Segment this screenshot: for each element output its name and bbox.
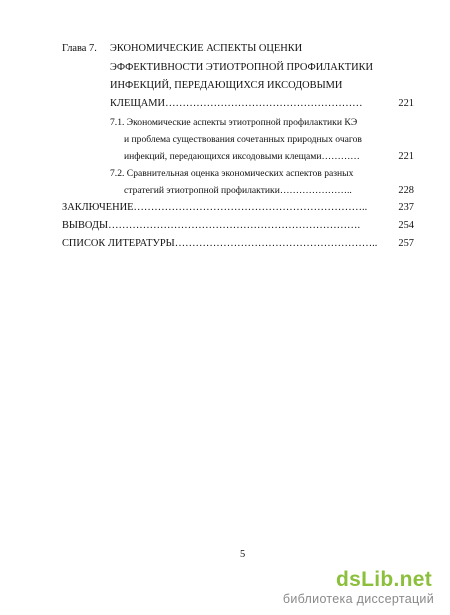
section-7-2-page-number: 228 xyxy=(398,185,414,196)
section-7-1-last-line xyxy=(124,150,360,163)
references-page-number: 257 xyxy=(398,238,414,249)
chapter-page-number: 221 xyxy=(398,98,414,109)
findings-entry xyxy=(62,219,360,232)
section-7-2-leader-dots: ………………….. xyxy=(279,185,352,196)
section-7-2-last-line xyxy=(124,184,352,197)
findings-page-number: 254 xyxy=(398,220,414,231)
section-7-1-page-number: 221 xyxy=(398,151,414,162)
references-label: СПИСОК ЛИТЕРАТУРЫ xyxy=(62,238,175,249)
chapter-title-last-line xyxy=(110,97,362,110)
chapter-leader-dots: ………………………………………………… xyxy=(165,98,363,109)
chapter-title-line-2: ЭФФЕКТИВНОСТИ ЭТИОТРОПНОЙ ПРОФИЛАКТИКИ xyxy=(110,62,374,73)
chapter-title-last-text: КЛЕЩАМИ xyxy=(110,98,166,109)
watermark-caption: библиотека диссертаций xyxy=(282,592,434,606)
conclusion-leader-dots: ………………………………………………………….. xyxy=(133,202,368,213)
section-7-1-line-1: 7.1. Экономические аспекты этиотропной профилактики КЭ xyxy=(110,117,358,128)
chapter-label: Глава 7. xyxy=(62,43,97,54)
section-7-2-last-text: стратегий этиотропной профилактики xyxy=(124,185,280,196)
conclusion-entry xyxy=(62,201,367,214)
chapter-title-line-1: ЭКОНОМИЧЕСКИЕ АСПЕКТЫ ОЦЕНКИ xyxy=(110,43,303,54)
section-7-1-last-text: инфекций, передающихся иксодовыми клещами xyxy=(124,151,322,162)
references-leader-dots: ………………………………………………….. xyxy=(174,238,378,249)
section-7-1-leader-dots: ………… xyxy=(321,151,360,162)
section-7-2-line-1: 7.2. Сравнительная оценка экономических аспектов разных xyxy=(110,168,354,179)
references-entry xyxy=(62,237,377,250)
chapter-title-line-3: ИНФЕКЦИЙ, ПЕРЕДАЮЩИХСЯ ИКСОДОВЫМИ xyxy=(110,80,343,91)
conclusion-page-number: 237 xyxy=(398,202,414,213)
conclusion-label: ЗАКЛЮЧЕНИЕ xyxy=(62,202,134,213)
section-7-1-line-2: и проблема существования сочетанных природных очагов xyxy=(124,134,362,145)
findings-label: ВЫВОДЫ xyxy=(62,220,109,231)
watermark-logo: dsLib.net xyxy=(335,568,432,591)
findings-leader-dots: ………………………………………………………………. xyxy=(108,220,361,231)
page-number: 5 xyxy=(240,549,246,560)
